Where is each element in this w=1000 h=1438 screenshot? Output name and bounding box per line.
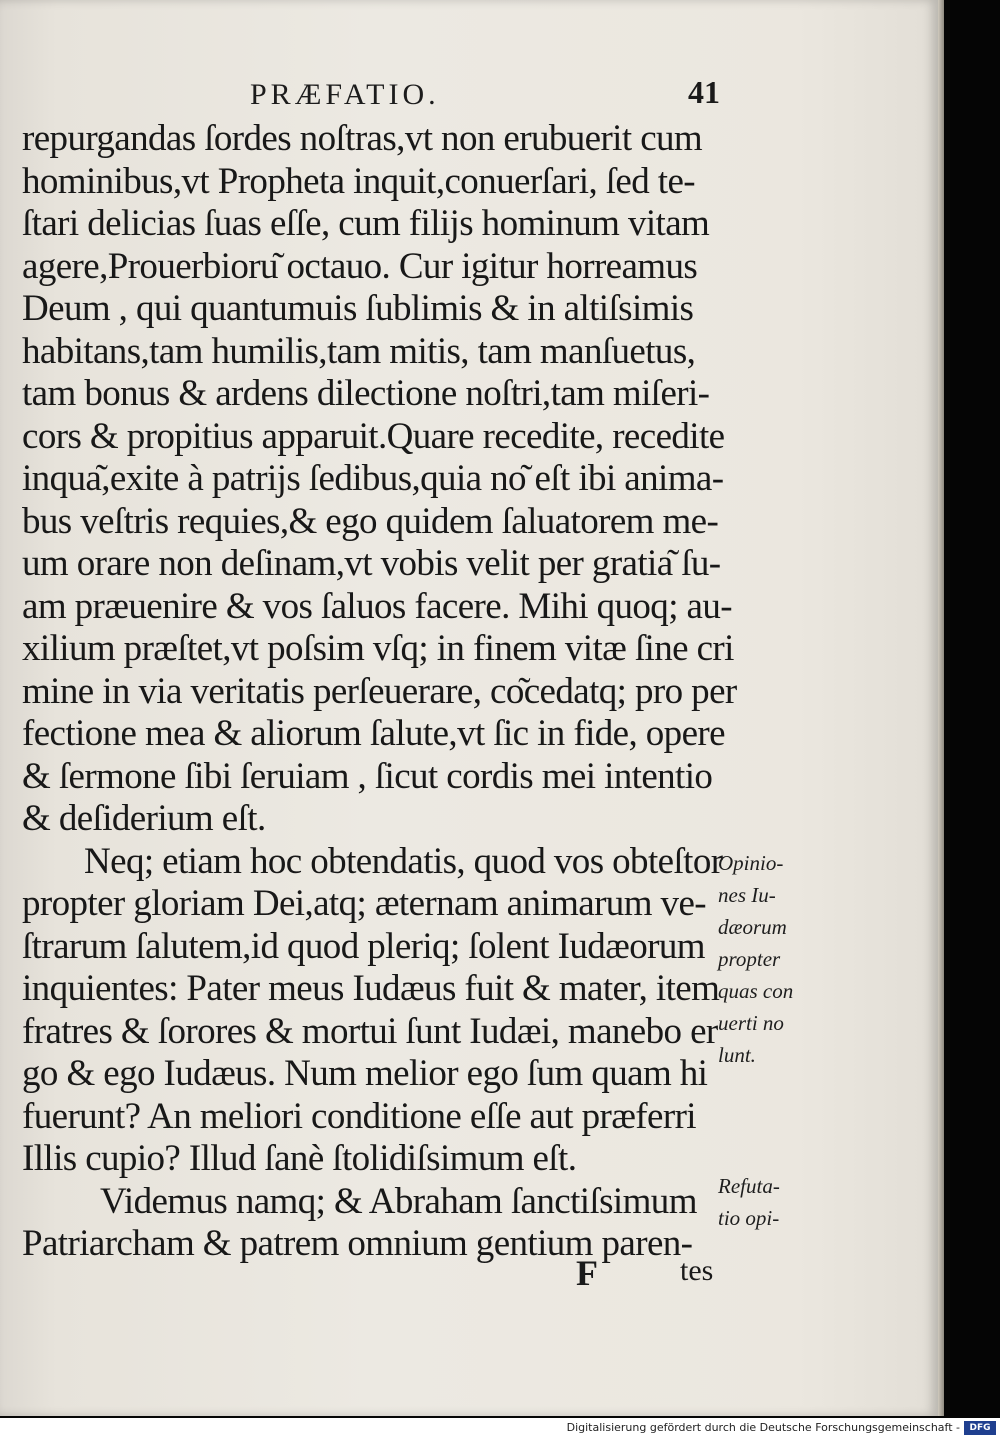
text-line: habitans,tam humilis,tam mitis, tam manſuetus, xyxy=(22,330,696,372)
margin-note-line: dæorum xyxy=(718,915,787,939)
text-line: mine in via veritatis perſeuerare, co͂cedatq; pro per xyxy=(22,670,737,712)
margin-note-line: Opinio- xyxy=(718,851,784,875)
text-line: am præuenire & vos ſaluos facere. Mihi quoq; au- xyxy=(22,585,732,627)
page-number: 41 xyxy=(688,74,720,110)
margin-note-line: nes Iu- xyxy=(718,883,776,907)
text-line: Illis cupio? Illud ſanè ſtolidiſsimum eſt. xyxy=(22,1138,577,1179)
text-line: & ſermone ſibi ſeruiam , ſicut cordis mei intentio xyxy=(22,755,713,797)
catchword: tes xyxy=(680,1254,714,1287)
text-line: fuerunt? An meliori conditione eſſe aut præferri xyxy=(22,1095,696,1137)
text-line: & deſiderium eſt. xyxy=(22,798,266,839)
margin-note-line: lunt. xyxy=(718,1043,756,1067)
text-line: hominibus,vt Propheta inquit,conuerſari, ſed te- xyxy=(22,160,696,202)
text-line: propter gloriam Dei,atq; æternam animarum ve- xyxy=(22,883,706,924)
margin-note-refutatio xyxy=(718,1170,818,1234)
text-line: ſtari delicias ſuas eſſe, cum filijs hominum vitam xyxy=(22,203,710,244)
funding-credit: Digitalisierung gefördert durch die Deutsche Forschungsgemeinschaft - xyxy=(566,1421,960,1434)
signature-mark: F xyxy=(576,1253,598,1293)
text-line: xilium præſtet,vt poſsim vſq; in finem vitæ ſine cri xyxy=(22,628,734,669)
text-line: Videmus namq; & Abraham ſanctiſsimum xyxy=(100,1180,697,1222)
text-line: inquientes: Pater meus Iudæus fuit & mater, item xyxy=(22,968,720,1009)
text-line: go & ego Iudæus. Num melior ego ſum quam hi xyxy=(22,1053,708,1094)
margin-note-opiniones xyxy=(718,847,818,1071)
text-line: cors & propitius apparuit.Quare recedite, recedite xyxy=(22,415,725,457)
text-line: um orare non deſinam,vt vobis velit per gratia͂ ſu- xyxy=(22,543,721,584)
text-line: tam bonus & ardens dilectione noſtri,tam miſeri- xyxy=(22,373,710,414)
text-line: bus veſtris requies,& ego quidem ſaluatorem me- xyxy=(22,500,719,542)
margin-note-line: quas con xyxy=(718,979,794,1003)
text-line: Deum , qui quantumuis ſublimis & in altiſsimis xyxy=(22,288,694,329)
dfg-logo: DFG xyxy=(964,1421,996,1435)
margin-note-line: Refuta- xyxy=(718,1174,780,1198)
page-edge xyxy=(938,0,944,1416)
text-line: inqua͂,exite à patrijs ſedibus,quia no͂ eſt ibi anima- xyxy=(22,458,724,499)
text-line: Patriarcham & patrem omnium gentium paren- xyxy=(22,1223,693,1264)
text-line: ſtrarum ſalutem,id quod pleriq; ſolent Iudæorum xyxy=(22,925,705,967)
margin-note-line: tio opi- xyxy=(718,1206,780,1230)
text-line: repurgandas ſordes noſtras,vt non erubuerit cum xyxy=(22,118,703,159)
credit-footer xyxy=(0,1418,1000,1438)
text-line: Neq; etiam hoc obtendatis, quod vos obteſtor xyxy=(84,840,723,882)
text-line: agere,Prouerbioru͂ octauo. Cur igitur horreamus xyxy=(22,245,698,287)
margin-note-line: propter xyxy=(718,947,781,971)
margin-note-line: uerti no xyxy=(718,1011,784,1035)
text-line: fratres & ſorores & mortui ſunt Iudæi, manebo er xyxy=(22,1010,718,1052)
text-line: fectione mea & aliorum ſalute,vt ſic in fide, opere xyxy=(22,713,725,754)
running-head: PRÆFATIO. xyxy=(250,78,440,111)
